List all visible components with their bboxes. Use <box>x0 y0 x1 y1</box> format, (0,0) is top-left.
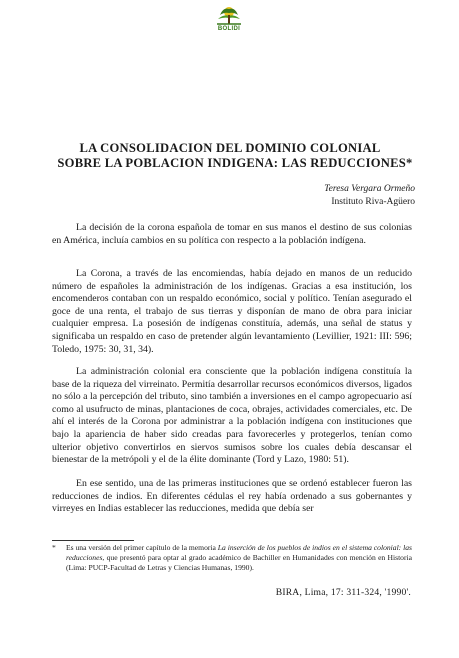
author-block <box>324 183 415 208</box>
tree-sun-icon <box>214 3 244 27</box>
footnote-text-after: , que presentó para optar al grado académico de Bachiller en Humanidades con mención en Historia (Lima: PUCP-Facultad de Letras y Ciencias Humanas, 1990). <box>66 553 412 572</box>
publisher-logo <box>214 3 244 37</box>
paragraph-text: La decisión de la corona española de tomar en sus manos el destino de sus colonias en América, incluía cambios en su política con respecto a la población indígena. <box>52 222 412 246</box>
footnote <box>52 543 412 573</box>
body-paragraph-4 <box>52 478 412 516</box>
author-name: Teresa Vergara Ormeño <box>324 184 415 194</box>
footnote-divider <box>52 540 134 541</box>
author-institution: Instituto Riva-Agüero <box>331 196 415 207</box>
body-paragraph-2 <box>52 268 412 356</box>
body-paragraph-1 <box>52 222 412 247</box>
logo-text: BOLIDI <box>217 26 241 32</box>
footnote-mark: * <box>52 543 56 552</box>
footnote-body <box>52 543 412 573</box>
journal-citation: BIRA, Lima, 17: 311-324, '1990'. <box>275 587 411 598</box>
footnote-text-before: Es una versión del primer capítulo de la memoria <box>66 543 218 552</box>
paragraph-text: La administración colonial era consciente que la población indígena constituía la base de la riqueza del virreinato. Permitía desarrollar recursos económicos diversos, ligados no sólo a la percepción del tributo, sino también a inversiones en el campo agropecuario así como al usufructo de minas, plantaciones de coca, obrajes, actividades comerciales, etc. De ahí el interés de la Corona por administrar a la población indígena con instituciones que bajo la apariencia de haber sido creadas para favorecerles y protegerlos, tenían como ulterior objetivo convertirlos en siervos sumisos sobre los cuales debía descansar el bienestar de la metrópoli y el de la élite dominante (Tord y Lazo, 1980: 51). <box>52 366 412 466</box>
paragraph-text: La Corona, a través de las encomiendas, había dejado en manos de un reducido número de españoles la administración de los indígenas. Gracias a esa institución, los encomenderos contaban con un respaldo económico, social y político. Tenían asegurado el goce de una renta, el trabajo de sus tierras y disponían de mano de obra para iniciar cualquier empresa. La posesión de indígenas constituía, además, una señal de status y significaba un respaldo en caso de pretender algún levantamiento (Levillier, 1921: III: 596; Toledo, 1975: 30, 31, 34). <box>52 268 412 355</box>
body-paragraph-3 <box>52 366 412 467</box>
article-title-line-2: SOBRE LA POBLACION INDIGENA: LAS REDUCCIONES* <box>57 156 413 170</box>
article-title-line-1: LA CONSOLIDACION DEL DOMINIO COLONIAL <box>79 141 381 155</box>
footnote-work-title: La inserción de los pueblos de indios en el sistema colonial: las reducciones <box>66 543 412 562</box>
paragraph-text: En ese sentido, una de las primeras instituciones que se ordenó establecer fueron las reducciones de indios. En diferentes cédulas el rey había ordenado a sus gobernantes y virreyes en Indias establecer las reducciones, medida que debía ser <box>52 478 412 515</box>
